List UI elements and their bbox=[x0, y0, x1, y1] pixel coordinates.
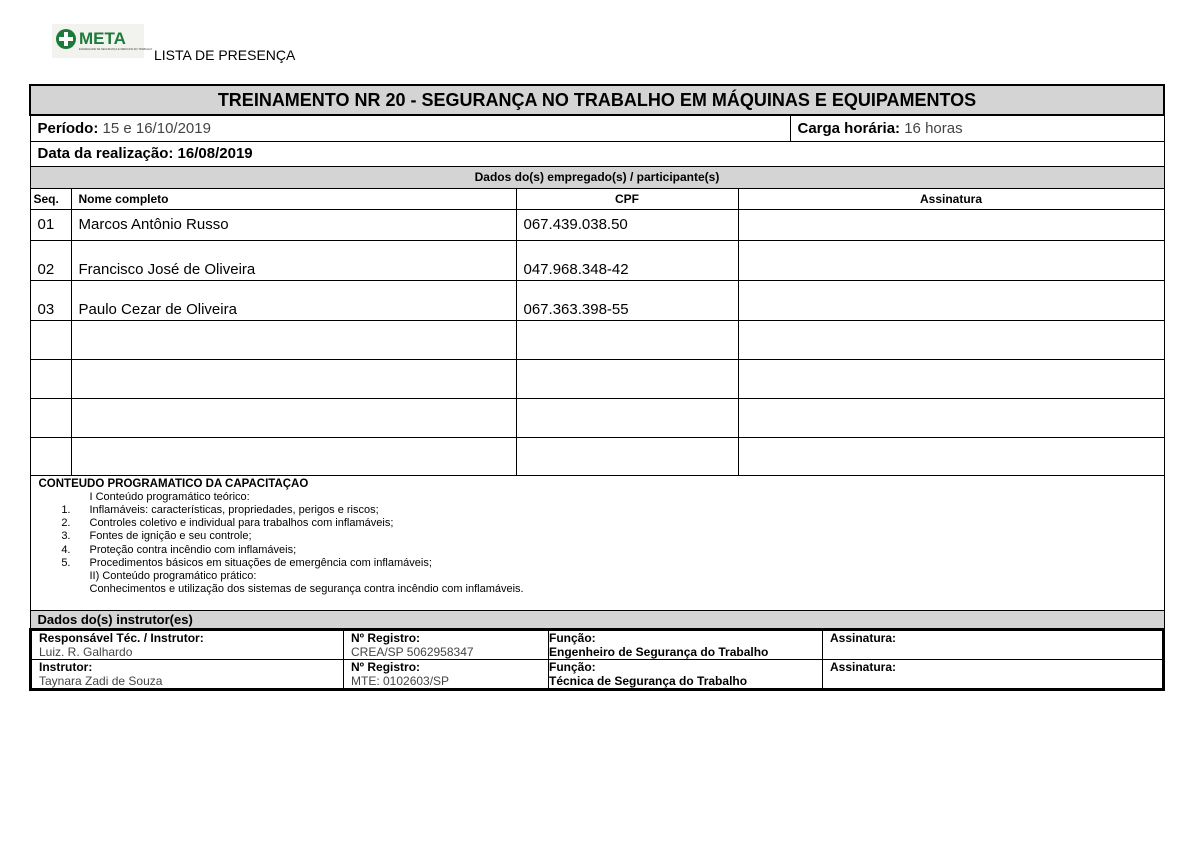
function-cell bbox=[549, 630, 823, 659]
instructor-name: Luiz. R. Galhardo bbox=[39, 644, 133, 659]
participant-name bbox=[71, 320, 516, 359]
instructor-cell bbox=[32, 659, 344, 688]
instructors-table bbox=[31, 630, 1163, 689]
function-value: Engenheiro de Segurança do Trabalho bbox=[549, 644, 769, 659]
registration-cell bbox=[344, 630, 549, 659]
participant-seq bbox=[30, 359, 71, 398]
instructor-role-label: Responsável Téc. / Instrutor: bbox=[39, 630, 204, 645]
function-value: Técnica de Segurança do Trabalho bbox=[549, 673, 748, 688]
participant-cpf: 047.968.348-42 bbox=[516, 240, 738, 280]
participant-name bbox=[71, 437, 516, 475]
registration-value: MTE: 0102603/SP bbox=[351, 673, 450, 688]
workload-cell bbox=[790, 115, 1164, 141]
program-heading: CONTEUDO PROGRAMATICO DA CAPACITAÇAO bbox=[38, 477, 309, 490]
participant-cpf bbox=[516, 398, 738, 437]
practice-title: II) Conteúdo programático prático: bbox=[89, 569, 257, 582]
col-header-seq: Seq. bbox=[30, 188, 71, 209]
practice-text: Conhecimentos e utilização dos sistemas de segurança contra incêndio com inflamáveis. bbox=[89, 583, 524, 596]
function-cell bbox=[549, 659, 823, 688]
instructors-section-title: Dados do(s) instrutor(es) bbox=[30, 611, 1164, 629]
program-content bbox=[30, 475, 1164, 611]
document-title: LISTA DE PRESENÇA bbox=[154, 47, 296, 63]
signature-label: Assinatura: bbox=[830, 659, 897, 674]
workload-label: Carga horária: bbox=[797, 119, 901, 137]
list-item: 4. Proteção contra incêndio com inflamáveis; bbox=[61, 543, 297, 556]
workload-value: 16 horas bbox=[904, 119, 963, 137]
logo-wordmark: META bbox=[79, 29, 126, 48]
participant-name: Francisco José de Oliveira bbox=[71, 240, 516, 280]
instructor-row bbox=[32, 659, 1163, 688]
participant-seq bbox=[30, 437, 71, 475]
participant-cpf: 067.363.398-55 bbox=[516, 280, 738, 320]
participant-seq: 01 bbox=[30, 209, 71, 240]
participant-signature[interactable] bbox=[738, 359, 1164, 398]
realization-date: Data da realização: 16/08/2019 bbox=[30, 141, 1164, 166]
participant-signature[interactable] bbox=[738, 240, 1164, 280]
participant-signature[interactable] bbox=[738, 320, 1164, 359]
participant-seq bbox=[30, 320, 71, 359]
participant-name: Paulo Cezar de Oliveira bbox=[71, 280, 516, 320]
signature-label: Assinatura: bbox=[830, 630, 897, 645]
instructor-name: Taynara Zadi de Souza bbox=[39, 673, 163, 688]
instructor-role-label: Instrutor: bbox=[39, 659, 93, 674]
theory-title: I Conteúdo programático teórico: bbox=[89, 490, 250, 503]
participants-section-title: Dados do(s) empregado(s) / participante(s) bbox=[30, 166, 1164, 188]
theory-list bbox=[39, 504, 1156, 570]
participant-cpf: 067.439.038.50 bbox=[516, 209, 738, 240]
registration-label: Nº Registro: bbox=[351, 630, 421, 645]
instructor-cell bbox=[32, 630, 344, 659]
participant-seq: 03 bbox=[30, 280, 71, 320]
participant-seq: 02 bbox=[30, 240, 71, 280]
registration-cell bbox=[344, 659, 549, 688]
registration-value: CREA/SP 5062958347 bbox=[351, 644, 474, 659]
training-title: TREINAMENTO NR 20 - SEGURANÇA NO TRABALHO EM MÁQUINAS E EQUIPAMENTOS bbox=[30, 85, 1164, 115]
participant-cpf bbox=[516, 437, 738, 475]
participant-cpf bbox=[516, 320, 738, 359]
participant-name bbox=[71, 398, 516, 437]
instructor-signature-cell[interactable] bbox=[823, 630, 1163, 659]
participant-signature[interactable] bbox=[738, 398, 1164, 437]
registration-label: Nº Registro: bbox=[351, 659, 421, 674]
participant-seq bbox=[30, 398, 71, 437]
function-label: Função: bbox=[549, 630, 596, 645]
participant-name bbox=[71, 359, 516, 398]
participant-cpf bbox=[516, 359, 738, 398]
col-header-signature: Assinatura bbox=[738, 188, 1164, 209]
period-value: 15 e 16/10/2019 bbox=[102, 119, 211, 137]
company-logo bbox=[52, 24, 153, 58]
col-header-cpf: CPF bbox=[516, 188, 738, 209]
period-cell bbox=[30, 115, 790, 141]
list-item: 2. Controles coletivo e individual para trabalhos com inflamáveis; bbox=[61, 517, 394, 530]
instructors-block bbox=[30, 629, 1164, 690]
list-item: 1. Inflamáveis: características, propriedades, perigos e riscos; bbox=[61, 503, 379, 516]
attendance-form bbox=[29, 84, 1165, 691]
participant-name: Marcos Antônio Russo bbox=[71, 209, 516, 240]
participant-signature[interactable] bbox=[738, 280, 1164, 320]
list-item: 5. Procedimentos básicos em situações de emergência com inflamáveis; bbox=[61, 556, 432, 569]
instructor-row bbox=[32, 630, 1163, 659]
logo-subtext: ENGENHARIA DE SEGURANÇA E MEDICINA DO TRABALHO bbox=[79, 48, 153, 51]
list-item: 3. Fontes de ignição e seu controle; bbox=[61, 530, 252, 543]
participant-signature[interactable] bbox=[738, 209, 1164, 240]
period-label: Período: bbox=[37, 119, 99, 137]
col-header-name: Nome completo bbox=[71, 188, 516, 209]
instructor-signature-cell[interactable] bbox=[823, 659, 1163, 688]
function-label: Função: bbox=[549, 659, 596, 674]
participant-signature[interactable] bbox=[738, 437, 1164, 475]
